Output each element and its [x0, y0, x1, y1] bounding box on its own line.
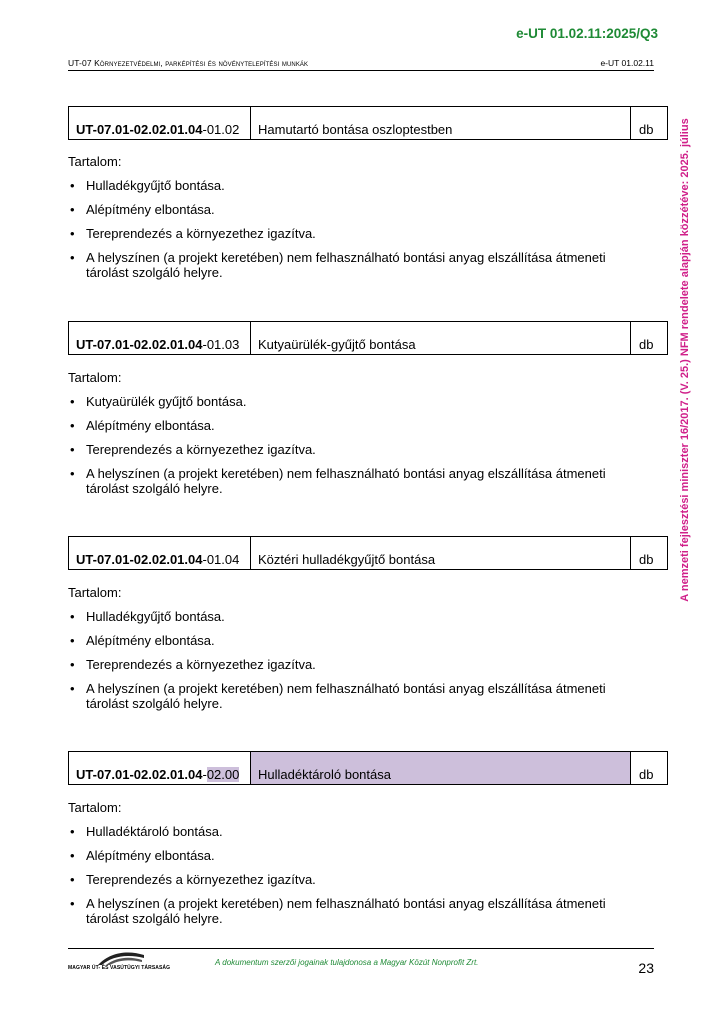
item-code-suffix: -01.04 [202, 552, 240, 567]
short-doc-code: e-UT 01.02.11 [600, 58, 654, 68]
content-label: Tartalom: [68, 370, 122, 385]
list-item: • Hulladékgyűjtő bontása. [68, 609, 648, 624]
list-item: • Tereprendezés a környezethez igazítva. [68, 226, 648, 241]
item-code-suffix-highlighted: 02.00 [206, 767, 240, 782]
list-item: • A helyszínen (a projekt keretében) nem felhasználható bontási anyag elszállítása átmeneti tárolást szolgáló helyre. [68, 466, 648, 496]
section-content [68, 370, 648, 505]
list-item: • Tereprendezés a környezethez igazítva. [68, 442, 648, 457]
item-unit: db [639, 122, 654, 137]
content-label: Tartalom: [68, 585, 122, 600]
footer-divider [68, 948, 654, 949]
list-item: • Tereprendezés a környezethez igazítva. [68, 872, 648, 887]
item-table [68, 321, 668, 355]
item-title: Kutyaürülék-gyűjtő bontása [251, 322, 631, 354]
road-logo-icon [96, 950, 146, 966]
item-code-dash: - [202, 767, 207, 782]
page-number: 23 [638, 960, 654, 976]
list-item: • Alépítmény elbontása. [68, 633, 648, 648]
item-code [69, 752, 251, 784]
publication-note: A nemzeti fejlesztési miniszter 16/2017. (V. 25.) NFM rendelete alapján közzétéve: 2025. július [679, 118, 691, 602]
content-list [68, 824, 648, 926]
item-code-main: UT-07.01-02.02.01.04 [76, 552, 203, 567]
item-code-main: UT-07.01-02.02.01.04 [76, 337, 203, 352]
copyright-notice: A dokumentum szerzői jogainak tulajdonosa a Magyar Közút Nonprofit Zrt. [215, 958, 479, 967]
list-item: • Hulladékgyűjtő bontása. [68, 178, 648, 193]
item-unit: db [639, 767, 654, 782]
content-label: Tartalom: [68, 800, 122, 815]
list-item: • A helyszínen (a projekt keretében) nem felhasználható bontási anyag elszállítása átmeneti tárolást szolgáló helyre. [68, 896, 648, 926]
content-list [68, 178, 648, 280]
item-table [68, 536, 668, 570]
list-item: • Tereprendezés a környezethez igazítva. [68, 657, 648, 672]
item-unit: db [639, 337, 654, 352]
item-title: Hulladéktároló bontása [251, 752, 631, 784]
section-content [68, 800, 648, 935]
item-table [68, 106, 668, 140]
item-code-main: UT-07.01-02.02.01.04 [76, 122, 203, 137]
item-unit: db [639, 552, 654, 567]
list-item: • Alépítmény elbontása. [68, 418, 648, 433]
item-code [69, 322, 251, 354]
item-code-main: UT-07.01-02.02.01.04 [76, 767, 203, 782]
section-content [68, 585, 648, 720]
document-code: e-UT 01.02.11:2025/Q3 [516, 26, 658, 41]
section-content [68, 154, 648, 289]
list-item: • Hulladéktároló bontása. [68, 824, 648, 839]
list-item: • A helyszínen (a projekt keretében) nem felhasználható bontási anyag elszállítása átmeneti tárolást szolgáló helyre. [68, 250, 648, 280]
item-title: Köztéri hulladékgyűjtő bontása [251, 537, 631, 569]
society-logo [68, 950, 171, 974]
content-list [68, 394, 648, 496]
item-code-suffix: -01.02 [202, 122, 240, 137]
running-header [68, 58, 654, 71]
content-list [68, 609, 648, 711]
logo-text: MAGYAR ÚT- ÉS VASÚTÜGYI TÁRSASÁG [68, 965, 171, 971]
item-table-highlighted [68, 751, 668, 785]
item-code-suffix: -01.03 [202, 337, 240, 352]
item-code [69, 107, 251, 139]
list-item: • Kutyaürülék gyűjtő bontása. [68, 394, 648, 409]
content-label: Tartalom: [68, 154, 122, 169]
item-title: Hamutartó bontása oszloptestben [251, 107, 631, 139]
list-item: • Alépítmény elbontása. [68, 848, 648, 863]
list-item: • Alépítmény elbontása. [68, 202, 648, 217]
item-code [69, 537, 251, 569]
chapter-title: UT-07 Környezetvédelmi, parképítési és növénytelepítési munkák [68, 58, 309, 68]
list-item: • A helyszínen (a projekt keretében) nem felhasználható bontási anyag elszállítása átmeneti tárolást szolgáló helyre. [68, 681, 648, 711]
